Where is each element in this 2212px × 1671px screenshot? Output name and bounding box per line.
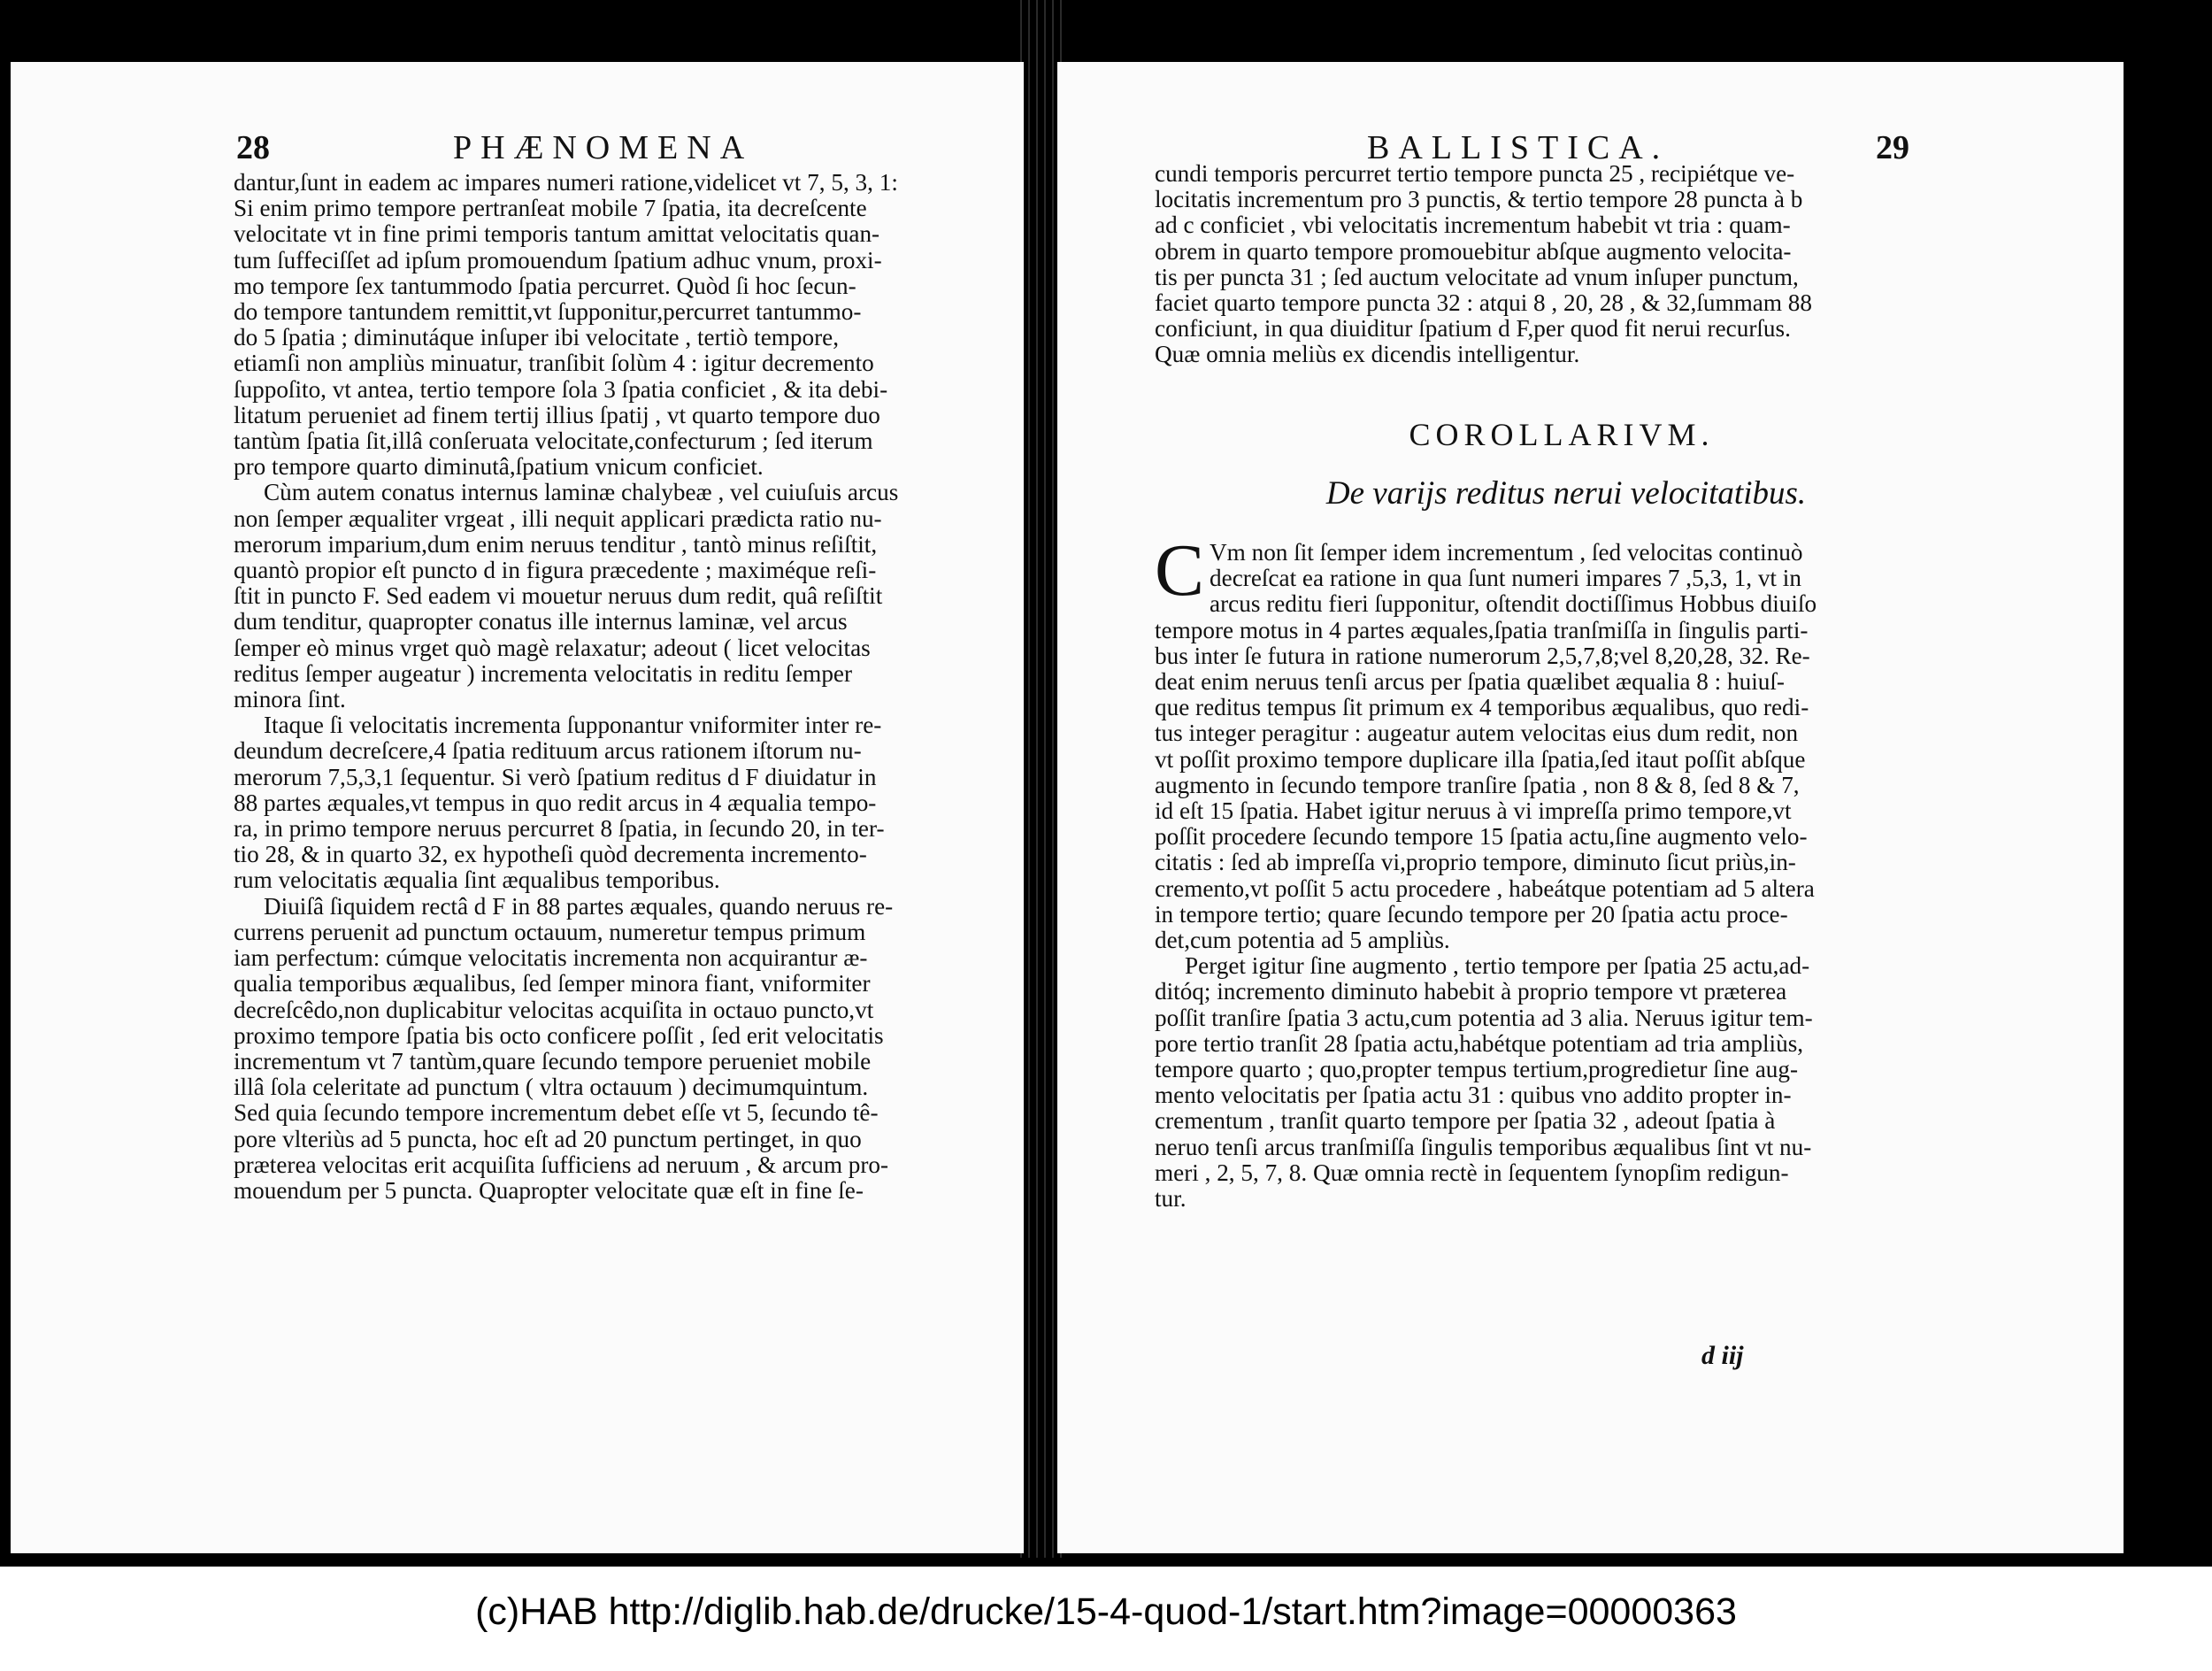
- text-line: Itaque ſi velocitatis incrementa ſupponantur vniformiter inter re-: [264, 712, 882, 739]
- text-line: illâ ſola celeritate ad punctum ( vltra octauum ) decimumquintum.: [234, 1074, 869, 1101]
- text-line: augmento in ſecundo tempore tranſire ſpatia , non 8 & 8, ſed 8 & 7,: [1155, 771, 1800, 798]
- text-line: cundi temporis percurret tertio tempore puncta 25 , recipiétque ve-: [1155, 160, 1795, 187]
- text-line: decreſcat ea ratione in qua ſunt numeri impares 7 ,5,3, 1, vt in: [1210, 565, 1801, 592]
- text-line: Diuiſâ ſiquidem rectâ d F in 88 partes æquales, quando neruus re-: [264, 892, 894, 920]
- left-page: [11, 62, 1024, 1553]
- text-line: Perget igitur ſine augmento , tertio tempore per ſpatia 25 actu,ad-: [1185, 952, 1810, 980]
- text-line: non ſemper æqualiter vrgeat , illi nequit applicari prædicta ratio nu-: [234, 504, 882, 532]
- text-line: ra, in primo tempore neruus percurret 8 ſpatia, in ſecundo 20, in ter-: [234, 815, 885, 843]
- text-line: præterea velocitas erit acquiſita ſufficiens ad neruum , & arcum pro-: [234, 1151, 889, 1178]
- left-running-head: [11, 128, 1024, 173]
- text-line: dum tenditur, quapropter conatus ille internus laminæ, vel arcus: [234, 608, 848, 635]
- text-line: citatis : ſed ab impreſſa vi,proprio tempore, diminuto ſicut priùs,in-: [1155, 849, 1796, 876]
- text-line: Vm non ſit ſemper idem incrementum , ſed velocitas continuò: [1210, 539, 1803, 566]
- page-number: 29: [1876, 129, 1909, 166]
- text-line: ſtit in puncto F. Sed eadem vi mouetur neruus dum redit, quâ reſiſtit: [234, 582, 883, 610]
- text-line: neruo tenſi arcus tranſmiſſa ſingulis temporibus æqualibus ſint vt nu-: [1155, 1133, 1812, 1160]
- drop-cap: C: [1155, 529, 1205, 612]
- corollary-heading: COROLLARIVM.: [1409, 417, 1715, 452]
- text-line: bus inter ſe futura in ratione numerorum 2,5,7,8;vel 8,20,28, 32. Re-: [1155, 642, 1810, 669]
- corollary-subtitle: De varijs reditus nerui velocitatibus.: [1325, 475, 1807, 512]
- text-line: id eſt 15 ſpatia. Habet igitur neruus à vi impreſſa primo tempore,vt: [1155, 797, 1792, 825]
- text-line: Sed quia ſecundo tempore incrementum debet eſſe vt 5, ſecundo tê-: [234, 1099, 879, 1127]
- running-head-title: PHÆNOMENA: [453, 129, 754, 166]
- text-line: etiamſi non ampliùs minuatur, tranſibit ſolùm 4 : igitur decremento: [234, 350, 874, 377]
- text-line: tus integer peragitur : augeatur autem velocitas eius dum redit, non: [1155, 720, 1799, 747]
- page-number: 28: [236, 129, 270, 166]
- text-line: tur.: [1155, 1185, 1187, 1213]
- text-line: pro tempore quarto diminutâ,ſpatium vnicum conficiet.: [234, 453, 764, 481]
- text-line: tum ſuffeciſſet ad ipſum promouendum ſpatium adhuc vnum, proxi-: [234, 246, 882, 273]
- text-line: mo tempore ſex tantummodo ſpatia percurret. Quòd ſi hoc ſecun-: [234, 272, 856, 299]
- footer-url: (c)HAB http://diglib.hab.de/drucke/15-4-quod-1/start.htm?image=00000363: [0, 1567, 2212, 1671]
- text-line: proximo tempore ſpatia bis octo conficere poſſit , ſed erit velocitatis: [234, 1021, 884, 1049]
- text-line: deat enim neruus tenſi arcus per ſpatia quælibet æqualia 8 : huiuſ-: [1155, 668, 1785, 696]
- text-line: obrem in quarto tempore promouebitur abſque augmento velocita-: [1155, 237, 1792, 265]
- text-line: incrementum vt 7 tantùm,quare ſecundo tempore perueniet mobile: [234, 1047, 872, 1074]
- text-line: ſemper eò minus vrget quò magè relaxatur; adeout ( licet velocitas: [234, 634, 871, 661]
- text-line: Quæ omnia meliùs ex dicendis intelligentur.: [1155, 341, 1580, 368]
- text-line: in tempore tertio; quare ſecundo tempore per 20 ſpatia actu proce-: [1155, 900, 1788, 928]
- text-line: 88 partes æquales,vt tempus in quo redit arcus in 4 æqualia tempo-: [234, 789, 877, 816]
- text-line: poſſit procedere ſecundo tempore 15 ſpatia actu,ſine augmento velo-: [1155, 823, 1808, 851]
- running-head-title: BALLISTICA.: [1367, 129, 1670, 166]
- text-line: que reditus tempus ſit primum ex 4 temporibus æqualibus, quo redi-: [1155, 694, 1809, 721]
- text-line: det,cum potentia ad 5 ampliùs.: [1155, 927, 1450, 954]
- text-line: iam perfectum: cúmque velocitatis incrementa non acquirantur æ-: [234, 944, 868, 972]
- text-line: cremento,vt poſſit 5 actu procedere , habeátque potentiam ad 5 altera: [1155, 874, 1815, 902]
- text-line: faciet quarto tempore puncta 32 : atqui 8 , 20, 28 , & 32,ſummam 88: [1155, 289, 1812, 317]
- text-line: ad c conficiet , vbi velocitatis incrementum habebit vt tria : quam-: [1155, 212, 1791, 239]
- text-line: ditóq; incremento diminuto habebit à proprio tempore vt præterea: [1155, 978, 1787, 1005]
- text-line: do tempore tantundem remittit,vt ſupponitur,percurret tantummo-: [234, 298, 862, 326]
- right-body-text: [1155, 529, 1973, 1213]
- text-line: arcus reditu fieri ſupponitur, oſtendit doctiſſimus Hobbus diuiſo: [1210, 590, 1817, 618]
- text-line: tio 28, & in quarto 32, ex hypotheſi quòd decrementa incremento-: [234, 841, 867, 868]
- text-line: deundum decreſcere,4 ſpatia redituum arcus rationem iſtorum nu-: [234, 737, 862, 765]
- text-line: do 5 ſpatia ; diminutáque inſuper ibi velocitate , tertiò tempore,: [234, 324, 840, 351]
- right-page: [1057, 62, 2124, 1553]
- text-line: tempore quarto ; quo,propter tempus tertium,progredietur ſine aug-: [1155, 1056, 1799, 1083]
- signature-mark: d iij: [1701, 1341, 1744, 1370]
- right-body-text-top: [1155, 161, 1973, 368]
- text-line: quantò propior eſt puncto d in figura præcedente ; maximéque reſi-: [234, 557, 877, 584]
- text-line: merorum 7,5,3,1 ſequentur. Si verò ſpatium reditus d F diuidatur in: [234, 763, 877, 790]
- text-line: Cùm autem conatus internus laminæ chalybeæ , vel cuiuſuis arcus: [264, 479, 899, 506]
- text-line: mento velocitatis per ſpatia actu 31 : quibus vno addito propter in-: [1155, 1082, 1792, 1109]
- text-line: pore vlteriùs ad 5 puncta, hoc eſt ad 20 punctum pertinget, in quo: [234, 1125, 862, 1152]
- book-gutter: [1018, 0, 1062, 1558]
- text-line: Si enim primo tempore pertranſeat mobile 7 ſpatia, ita decreſcente: [234, 195, 867, 222]
- text-line: ſuppoſito, vt antea, tertio tempore ſola 3 ſpatia conficiet , & ita debi-: [234, 375, 888, 403]
- text-line: decreſcêdo,non duplicabitur velocitas acquiſita in octauo puncto,vt: [234, 996, 874, 1023]
- text-line: tis per puncta 31 ; ſed auctum velocitate ad vnum inſuper punctum,: [1155, 263, 1799, 290]
- text-line: poſſit tranſire ſpatia 3 actu,cum potentia ad 3 alia. Neruus igitur tem-: [1155, 1004, 1813, 1031]
- text-line: pore tertio tranſit 28 ſpatia actu,habétque potentiam ad tria ampliùs,: [1155, 1029, 1804, 1057]
- text-line: crementum , tranſit quarto tempore per ſpatia 32 , adeout ſpatia à: [1155, 1107, 1776, 1135]
- text-line: meri , 2, 5, 7, 8. Quæ omnia rectè in ſequentem ſynopſim redigun-: [1155, 1159, 1789, 1186]
- text-line: rum velocitatis æqualia ſint æqualibus temporibus.: [234, 866, 720, 894]
- text-line: currens peruenit ad punctum octauum, numeretur tempus primum: [234, 918, 866, 945]
- text-line: litatum perueniet ad finem tertij illius ſpatij , vt quarto tempore duo: [234, 401, 880, 428]
- text-line: minora ſint.: [234, 686, 346, 713]
- text-line: tempore motus in 4 partes æquales,ſpatia tranſmiſſa in ſingulis parti-: [1155, 616, 1809, 643]
- text-line: reditus ſemper augeatur ) incrementa velocitatis in reditu ſemper: [234, 659, 853, 687]
- text-line: vt poſſit proximo tempore duplicare illa ſpatia,ſed itaut poſſit abſque: [1155, 745, 1806, 773]
- text-line: conficiunt, in qua diuiditur ſpatium d F,per quod fit nerui recurſus.: [1155, 315, 1791, 343]
- text-line: velocitate vt in fine primi temporis tantum amittat velocitatis quan-: [234, 220, 880, 248]
- text-line: merorum imparium,dum enim neruus tenditur , tantò minus reſiſtit,: [234, 530, 878, 558]
- text-line: qualia temporibus æqualibus, ſed ſemper minora fiant, vniformiter: [234, 970, 871, 997]
- text-line: locitatis incrementum pro 3 punctis, & tertio tempore 28 puncta à b: [1155, 186, 1803, 213]
- text-line: dantur,ſunt in eadem ac impares numeri ratione,videlicet vt 7, 5, 3, 1:: [234, 169, 898, 196]
- text-line: tantùm ſpatia ſit,illâ conſeruata velocitate,confecturum ; ſed iterum: [234, 427, 873, 455]
- text-line: mouendum per 5 puncta. Quapropter velocitate quæ eſt in fine ſe-: [234, 1176, 864, 1204]
- left-body-text: [234, 170, 986, 1204]
